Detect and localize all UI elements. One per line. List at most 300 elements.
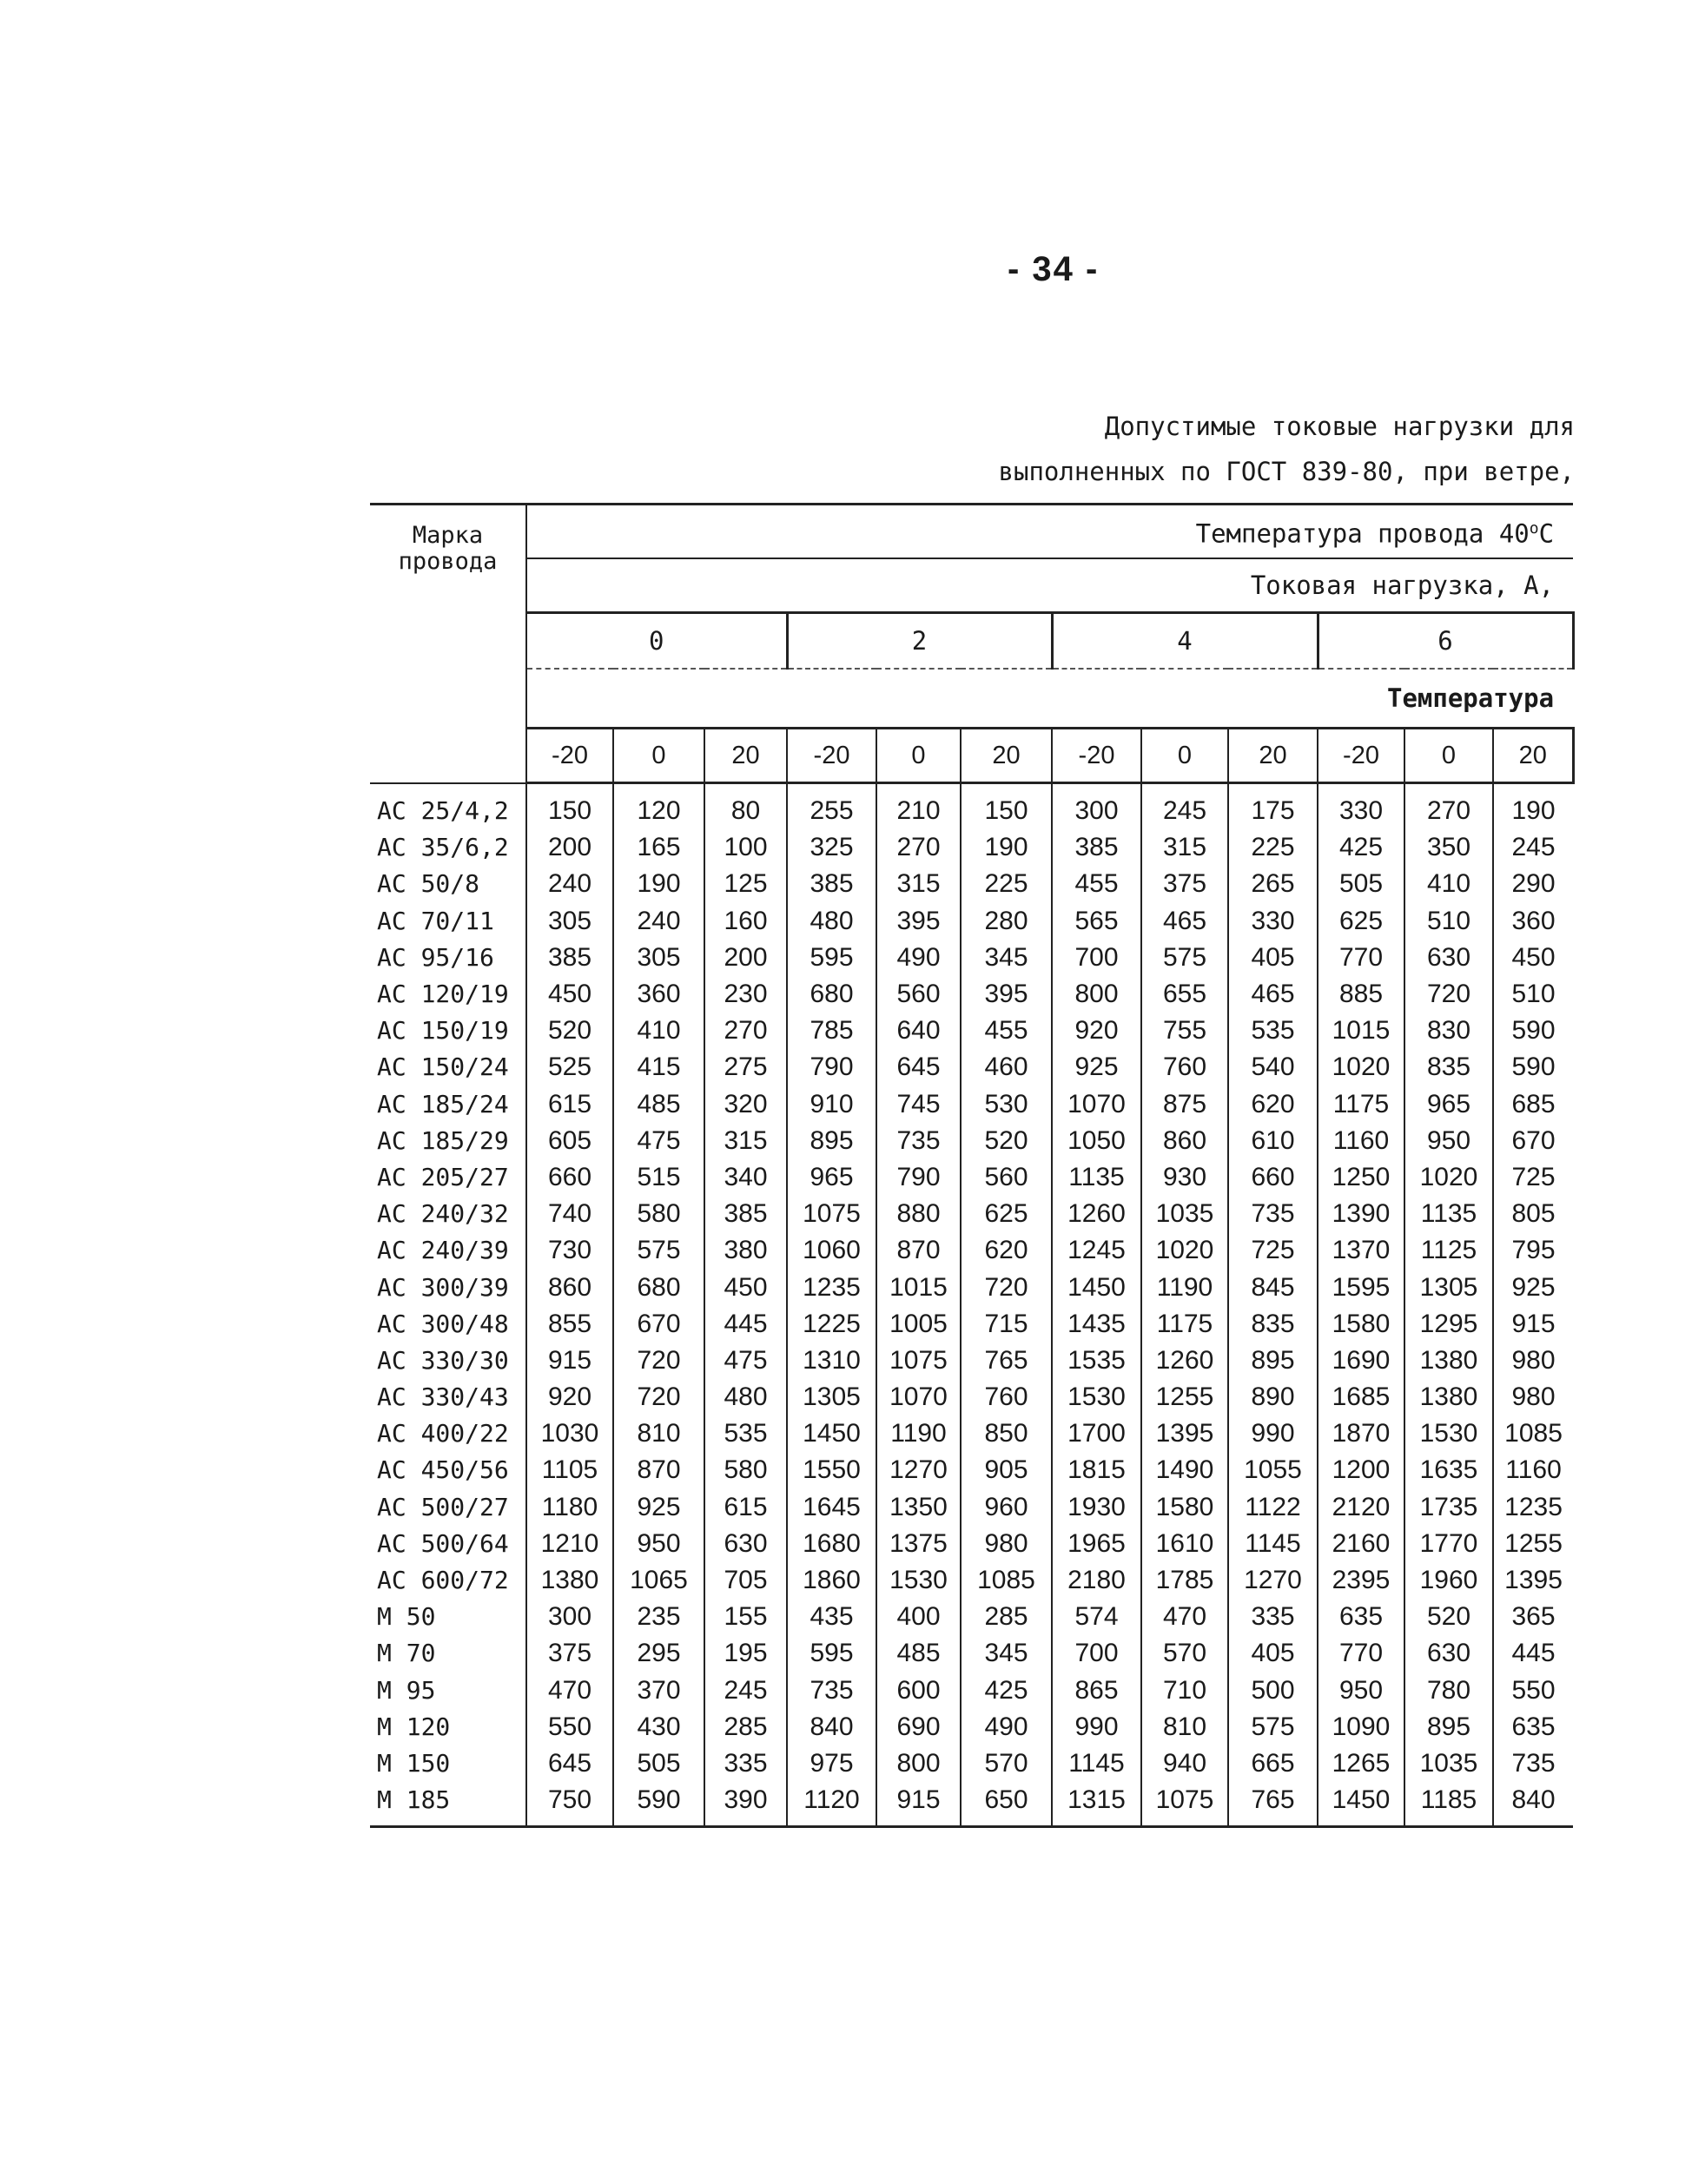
current-value-cell: 705 — [704, 1562, 787, 1599]
current-value-cell: 480 — [787, 903, 876, 940]
current-value-cell: 650 — [961, 1782, 1052, 1827]
current-value-cell: 1380 — [1404, 1379, 1493, 1415]
sub-temp-header: 0 — [1141, 729, 1228, 783]
current-value-cell: 875 — [1141, 1086, 1228, 1123]
current-value-cell: 125 — [704, 866, 787, 902]
current-value-cell: 1070 — [876, 1379, 961, 1415]
air-temp-header: Температура — [1386, 683, 1555, 713]
wire-brand-cell: АС 120/19 — [377, 980, 509, 1009]
current-value-cell: 1450 — [1052, 1269, 1141, 1305]
current-value-cell: 735 — [1493, 1745, 1573, 1782]
current-value-cell: 465 — [1228, 976, 1318, 1013]
current-value-cell: 830 — [1404, 1013, 1493, 1049]
current-value-cell: 295 — [613, 1635, 704, 1672]
table-row — [370, 1343, 1573, 1379]
current-value-cell: 700 — [1052, 1635, 1141, 1672]
current-value-cell: 795 — [1493, 1232, 1573, 1269]
page-number: - 34 - — [1008, 250, 1100, 288]
current-value-cell: 720 — [613, 1343, 704, 1379]
current-value-cell: 265 — [1228, 866, 1318, 902]
current-value-cell: 1395 — [1141, 1415, 1228, 1452]
current-value-cell: 315 — [1141, 829, 1228, 866]
current-value-cell: 1035 — [1404, 1745, 1493, 1782]
current-value-cell: 365 — [1493, 1599, 1573, 1635]
current-value-cell: 2395 — [1318, 1562, 1404, 1599]
current-value-cell: 425 — [1318, 829, 1404, 866]
current-value-cell: 880 — [876, 1196, 961, 1232]
current-value-cell: 120 — [613, 783, 704, 830]
current-value-cell: 465 — [1141, 903, 1228, 940]
current-value-cell: 575 — [1141, 940, 1228, 976]
wire-temp-text: Температура провода 40 — [1195, 518, 1530, 549]
current-value-cell: 1075 — [787, 1196, 876, 1232]
current-value-cell: 550 — [1493, 1673, 1573, 1709]
current-value-cell: 1370 — [1318, 1232, 1404, 1269]
current-value-cell: 1145 — [1052, 1745, 1141, 1782]
current-value-cell: 950 — [1318, 1673, 1404, 1709]
current-value-cell: 2180 — [1052, 1562, 1141, 1599]
current-value-cell: 445 — [704, 1306, 787, 1343]
caption-line-2: выполненных по ГОСТ 839-80, при ветре, — [998, 457, 1575, 486]
current-value-cell: 405 — [1228, 1635, 1318, 1672]
current-value-cell: 910 — [787, 1086, 876, 1123]
current-value-cell: 385 — [526, 940, 613, 976]
current-value-cell: 715 — [961, 1306, 1052, 1343]
current-value-cell: 805 — [1493, 1196, 1573, 1232]
current-value-cell: 1020 — [1404, 1159, 1493, 1196]
current-value-cell: 965 — [787, 1159, 876, 1196]
current-value-cell: 485 — [876, 1635, 961, 1672]
current-value-cell: 615 — [704, 1489, 787, 1526]
sub-temp-header: 0 — [613, 729, 704, 783]
current-value-cell: 905 — [961, 1452, 1052, 1488]
current-value-cell: 200 — [704, 940, 787, 976]
current-value-cell: 1680 — [787, 1526, 876, 1562]
current-value-cell: 510 — [1404, 903, 1493, 940]
current-value-cell: 1580 — [1141, 1489, 1228, 1526]
current-value-cell: 590 — [1493, 1049, 1573, 1085]
current-value-cell: 1395 — [1493, 1562, 1573, 1599]
current-value-cell: 1265 — [1318, 1745, 1404, 1782]
wire-brand-cell: АС 150/24 — [377, 1052, 509, 1082]
table-row — [370, 940, 1573, 976]
current-value-cell: 240 — [526, 866, 613, 902]
current-value-cell: 190 — [961, 829, 1052, 866]
current-value-cell: 150 — [961, 783, 1052, 830]
current-value-cell: 1645 — [787, 1489, 876, 1526]
current-value-cell: 645 — [876, 1049, 961, 1085]
table-row — [370, 1745, 1573, 1782]
current-value-cell: 1315 — [1052, 1782, 1141, 1827]
wire-brand-cell: М 95 — [377, 1675, 436, 1705]
current-value-cell: 1270 — [876, 1452, 961, 1488]
current-value-cell: 385 — [787, 866, 876, 902]
current-value-cell: 235 — [613, 1599, 704, 1635]
current-value-cell: 630 — [704, 1526, 787, 1562]
sub-temp-header: 0 — [1404, 729, 1493, 783]
current-value-cell: 975 — [787, 1745, 876, 1782]
current-value-cell: 615 — [526, 1086, 613, 1123]
current-value-cell: 1235 — [787, 1269, 876, 1305]
current-value-cell: 740 — [526, 1196, 613, 1232]
current-value-cell: 1175 — [1318, 1086, 1404, 1123]
current-value-cell: 790 — [787, 1049, 876, 1085]
current-value-cell: 300 — [526, 1599, 613, 1635]
current-value-cell: 560 — [876, 976, 961, 1013]
current-value-cell: 640 — [876, 1013, 961, 1049]
current-value-cell: 540 — [1228, 1049, 1318, 1085]
current-value-cell: 670 — [613, 1306, 704, 1343]
current-value-cell: 1075 — [876, 1343, 961, 1379]
current-value-cell: 240 — [613, 903, 704, 940]
current-value-cell: 1815 — [1052, 1452, 1141, 1488]
current-value-cell: 840 — [1493, 1782, 1573, 1827]
brand-header-line-2: провода — [398, 548, 498, 575]
wire-brand-cell: АС 185/24 — [377, 1089, 509, 1118]
current-value-cell: 950 — [1404, 1123, 1493, 1159]
current-value-cell: 535 — [1228, 1013, 1318, 1049]
wind-speed-6: 6 — [1318, 613, 1573, 670]
current-value-cell: 1490 — [1141, 1452, 1228, 1488]
wind-speed-4: 4 — [1052, 613, 1318, 670]
current-value-cell: 680 — [613, 1269, 704, 1305]
wire-brand-cell: АС 330/30 — [377, 1345, 509, 1375]
current-value-cell: 630 — [1404, 940, 1493, 976]
current-value-cell: 860 — [1141, 1123, 1228, 1159]
current-value-cell: 1160 — [1318, 1123, 1404, 1159]
current-load-table — [370, 503, 1575, 1828]
wire-brand-cell: АС 185/29 — [377, 1125, 509, 1155]
current-value-cell: 810 — [613, 1415, 704, 1452]
current-value-cell: 210 — [876, 783, 961, 830]
current-value-cell: 345 — [961, 1635, 1052, 1672]
current-value-cell: 750 — [526, 1782, 613, 1827]
current-value-cell: 1380 — [1404, 1343, 1493, 1379]
current-value-cell: 385 — [1052, 829, 1141, 866]
sub-temp-header: -20 — [1052, 729, 1141, 783]
current-value-cell: 860 — [526, 1269, 613, 1305]
current-value-cell: 800 — [1052, 976, 1141, 1013]
current-value-cell: 525 — [526, 1049, 613, 1085]
current-value-cell: 1930 — [1052, 1489, 1141, 1526]
sub-temp-header: 0 — [876, 729, 961, 783]
current-value-cell: 1190 — [876, 1415, 961, 1452]
wind-speed-2: 2 — [787, 613, 1052, 670]
current-value-cell: 745 — [876, 1086, 961, 1123]
current-value-cell: 1020 — [1318, 1049, 1404, 1085]
current-value-cell: 480 — [704, 1379, 787, 1415]
current-value-cell: 155 — [704, 1599, 787, 1635]
current-value-cell: 1135 — [1404, 1196, 1493, 1232]
table-caption — [999, 404, 1575, 494]
current-value-cell: 1020 — [1141, 1232, 1228, 1269]
current-value-cell: 1185 — [1404, 1782, 1493, 1827]
current-value-cell: 1305 — [1404, 1269, 1493, 1305]
current-value-cell: 925 — [613, 1489, 704, 1526]
current-value-cell: 980 — [1493, 1379, 1573, 1415]
header-row-wire-temp — [370, 505, 1573, 559]
current-value-cell: 350 — [1404, 829, 1493, 866]
current-value-cell: 574 — [1052, 1599, 1141, 1635]
wire-brand-cell: АС 330/43 — [377, 1382, 509, 1412]
current-value-cell: 1135 — [1052, 1159, 1141, 1196]
wire-brand-cell: АС 600/72 — [377, 1566, 509, 1595]
current-value-cell: 290 — [1493, 866, 1573, 902]
current-value-cell: 895 — [1404, 1709, 1493, 1745]
header-row-wind-speeds — [370, 613, 1573, 670]
table-row — [370, 1709, 1573, 1745]
wire-brand-cell: АС 300/39 — [377, 1272, 509, 1302]
current-value-cell: 950 — [613, 1526, 704, 1562]
table-row — [370, 976, 1573, 1013]
current-value-cell: 410 — [1404, 866, 1493, 902]
wire-brand-cell: АС 150/19 — [377, 1016, 509, 1046]
current-value-cell: 940 — [1141, 1745, 1228, 1782]
current-value-cell: 1770 — [1404, 1526, 1493, 1562]
current-value-cell: 1255 — [1141, 1379, 1228, 1415]
current-value-cell: 1375 — [876, 1526, 961, 1562]
current-value-cell: 345 — [961, 940, 1052, 976]
wire-brand-cell: АС 205/27 — [377, 1162, 509, 1191]
current-value-cell: 325 — [787, 829, 876, 866]
current-value-cell: 765 — [1228, 1782, 1318, 1827]
current-value-cell: 845 — [1228, 1269, 1318, 1305]
current-value-cell: 1305 — [787, 1379, 876, 1415]
current-value-cell: 625 — [961, 1196, 1052, 1232]
current-value-cell: 275 — [704, 1049, 787, 1085]
current-value-cell: 450 — [1493, 940, 1573, 976]
current-value-cell: 630 — [1404, 1635, 1493, 1672]
current-value-cell: 160 — [704, 903, 787, 940]
current-value-cell: 765 — [961, 1343, 1052, 1379]
current-value-cell: 450 — [704, 1269, 787, 1305]
current-value-cell: 1535 — [1052, 1343, 1141, 1379]
current-value-cell: 850 — [961, 1415, 1052, 1452]
current-value-cell: 580 — [704, 1452, 787, 1488]
current-value-cell: 720 — [961, 1269, 1052, 1305]
current-value-cell: 1005 — [876, 1306, 961, 1343]
current-value-cell: 680 — [787, 976, 876, 1013]
current-value-cell: 280 — [961, 903, 1052, 940]
current-value-cell: 445 — [1493, 1635, 1573, 1672]
current-value-cell: 195 — [704, 1635, 787, 1672]
current-value-cell: 595 — [787, 940, 876, 976]
table-row — [370, 1782, 1573, 1827]
current-value-cell: 1860 — [787, 1562, 876, 1599]
wire-brand-cell: АС 450/56 — [377, 1455, 509, 1485]
current-value-cell: 1435 — [1052, 1306, 1141, 1343]
sub-temp-header: -20 — [526, 729, 613, 783]
table-row — [370, 903, 1573, 940]
table-row — [370, 1526, 1573, 1562]
current-value-cell: 1870 — [1318, 1415, 1404, 1452]
wire-brand-cell: АС 400/22 — [377, 1419, 509, 1448]
current-value-cell: 1960 — [1404, 1562, 1493, 1599]
current-value-cell: 1085 — [961, 1562, 1052, 1599]
current-value-cell: 150 — [526, 783, 613, 830]
table-row — [370, 783, 1573, 830]
current-value-cell: 1610 — [1141, 1526, 1228, 1562]
current-value-cell: 485 — [613, 1086, 704, 1123]
current-value-cell: 100 — [704, 829, 787, 866]
current-value-cell: 1550 — [787, 1452, 876, 1488]
current-value-cell: 690 — [876, 1709, 961, 1745]
current-value-cell: 175 — [1228, 783, 1318, 830]
current-value-cell: 165 — [613, 829, 704, 866]
current-value-cell: 730 — [526, 1232, 613, 1269]
current-value-cell: 375 — [526, 1635, 613, 1672]
sub-temp-header: -20 — [787, 729, 876, 783]
current-value-cell: 1235 — [1493, 1489, 1573, 1526]
current-value-cell: 330 — [1318, 783, 1404, 830]
wire-brand-cell: АС 35/6,2 — [377, 833, 509, 862]
current-value-cell: 770 — [1318, 940, 1404, 976]
current-value-cell: 520 — [526, 1013, 613, 1049]
current-value-cell: 225 — [1228, 829, 1318, 866]
current-value-cell: 515 — [613, 1159, 704, 1196]
current-value-cell: 1015 — [876, 1269, 961, 1305]
table-row — [370, 1306, 1573, 1343]
current-value-cell: 300 — [1052, 783, 1141, 830]
current-value-cell: 1060 — [787, 1232, 876, 1269]
table-row — [370, 1123, 1573, 1159]
current-value-cell: 655 — [1141, 976, 1228, 1013]
table-row — [370, 1196, 1573, 1232]
current-value-cell: 475 — [704, 1343, 787, 1379]
current-value-cell: 870 — [613, 1452, 704, 1488]
current-value-cell: 785 — [787, 1013, 876, 1049]
current-value-cell: 1595 — [1318, 1269, 1404, 1305]
current-value-cell: 590 — [613, 1782, 704, 1827]
current-value-cell: 790 — [876, 1159, 961, 1196]
current-value-cell: 395 — [961, 976, 1052, 1013]
wind-speed-0: 0 — [526, 613, 787, 670]
degree-sign: o — [1529, 519, 1539, 538]
current-value-cell: 510 — [1493, 976, 1573, 1013]
current-value-cell: 1200 — [1318, 1452, 1404, 1488]
current-value-cell: 1145 — [1228, 1526, 1318, 1562]
current-value-cell: 560 — [961, 1159, 1052, 1196]
current-value-cell: 455 — [961, 1013, 1052, 1049]
current-value-cell: 575 — [613, 1232, 704, 1269]
current-value-cell: 270 — [876, 829, 961, 866]
wire-brand-cell: М 70 — [377, 1639, 436, 1668]
current-value-cell: 605 — [526, 1123, 613, 1159]
wire-temp-header — [526, 505, 1573, 559]
current-value-cell: 710 — [1141, 1673, 1228, 1709]
current-value-cell: 520 — [961, 1123, 1052, 1159]
current-value-cell: 320 — [704, 1086, 787, 1123]
current-value-cell: 305 — [613, 940, 704, 976]
current-value-cell: 575 — [1228, 1709, 1318, 1745]
current-value-cell: 885 — [1318, 976, 1404, 1013]
wire-brand-cell: АС 240/39 — [377, 1236, 509, 1265]
current-value-cell: 470 — [526, 1673, 613, 1709]
current-value-cell: 735 — [1228, 1196, 1318, 1232]
table-row — [370, 1562, 1573, 1599]
current-value-cell: 360 — [613, 976, 704, 1013]
current-value-cell: 1050 — [1052, 1123, 1141, 1159]
current-value-cell: 635 — [1493, 1709, 1573, 1745]
current-value-cell: 385 — [704, 1196, 787, 1232]
table-row — [370, 1232, 1573, 1269]
current-value-cell: 720 — [1404, 976, 1493, 1013]
current-value-cell: 570 — [1141, 1635, 1228, 1672]
current-value-cell: 810 — [1141, 1709, 1228, 1745]
header-row-sub-temps — [370, 729, 1573, 783]
current-value-cell: 1055 — [1228, 1452, 1318, 1488]
current-value-cell: 925 — [1052, 1049, 1141, 1085]
current-value-cell: 735 — [787, 1673, 876, 1709]
current-value-cell: 920 — [1052, 1013, 1141, 1049]
table-row — [370, 1599, 1573, 1635]
current-value-cell: 990 — [1052, 1709, 1141, 1745]
table-row — [370, 1489, 1573, 1526]
current-value-cell: 550 — [526, 1709, 613, 1745]
table-row — [370, 1086, 1573, 1123]
current-value-cell: 270 — [704, 1013, 787, 1049]
current-load-header: Токовая нагрузка, А, — [1250, 571, 1555, 600]
current-value-cell: 360 — [1493, 903, 1573, 940]
wire-brand-cell: АС 500/27 — [377, 1492, 509, 1521]
current-value-cell: 1035 — [1141, 1196, 1228, 1232]
header-row-air-temp — [370, 669, 1573, 729]
current-value-cell: 340 — [704, 1159, 787, 1196]
current-value-cell: 1785 — [1141, 1562, 1228, 1599]
current-value-cell: 1380 — [526, 1562, 613, 1599]
current-value-cell: 865 — [1052, 1673, 1141, 1709]
current-value-cell: 530 — [961, 1086, 1052, 1123]
current-value-cell: 685 — [1493, 1086, 1573, 1123]
table-row — [370, 829, 1573, 866]
current-value-cell: 490 — [961, 1709, 1052, 1745]
brand-header-line-1: Марка — [412, 522, 484, 549]
current-value-cell: 330 — [1228, 903, 1318, 940]
table-row — [370, 1049, 1573, 1085]
current-value-cell: 1122 — [1228, 1489, 1318, 1526]
current-value-cell: 1295 — [1404, 1306, 1493, 1343]
current-value-cell: 520 — [1404, 1599, 1493, 1635]
current-value-cell: 915 — [526, 1343, 613, 1379]
current-value-cell: 1530 — [1404, 1415, 1493, 1452]
wire-brand-cell: АС 300/48 — [377, 1309, 509, 1338]
current-value-cell: 725 — [1228, 1232, 1318, 1269]
current-value-cell: 595 — [787, 1635, 876, 1672]
sub-temp-header: -20 — [1318, 729, 1404, 783]
current-value-cell: 435 — [787, 1599, 876, 1635]
current-value-cell: 190 — [613, 866, 704, 902]
current-value-cell: 1180 — [526, 1489, 613, 1526]
current-value-cell: 800 — [876, 1745, 961, 1782]
current-value-cell: 1190 — [1141, 1269, 1228, 1305]
current-value-cell: 835 — [1228, 1306, 1318, 1343]
current-value-cell: 475 — [613, 1123, 704, 1159]
current-value-cell: 870 — [876, 1232, 961, 1269]
current-value-cell: 720 — [613, 1379, 704, 1415]
current-value-cell: 1120 — [787, 1782, 876, 1827]
current-value-cell: 780 — [1404, 1673, 1493, 1709]
table-row — [370, 1379, 1573, 1415]
current-value-cell: 610 — [1228, 1123, 1318, 1159]
current-value-cell: 580 — [613, 1196, 704, 1232]
current-value-cell: 660 — [526, 1159, 613, 1196]
brand-column-header — [370, 505, 526, 783]
current-value-cell: 200 — [526, 829, 613, 866]
current-value-cell: 1530 — [1052, 1379, 1141, 1415]
wire-brand-cell: М 150 — [377, 1748, 451, 1778]
current-value-cell: 1075 — [1141, 1782, 1228, 1827]
current-value-cell: 890 — [1228, 1379, 1318, 1415]
